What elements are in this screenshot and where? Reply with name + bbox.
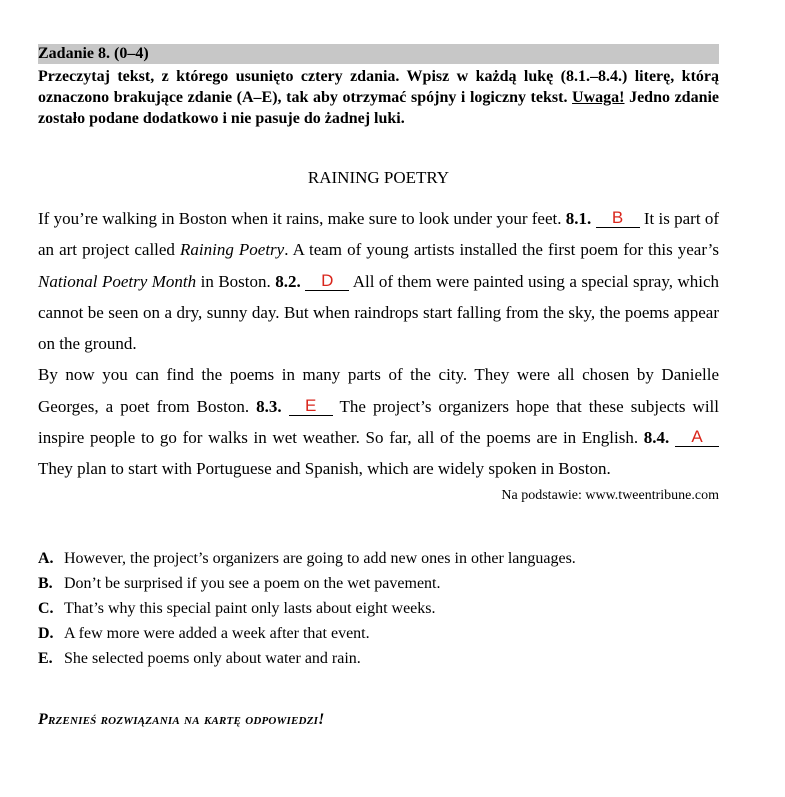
note-label: Uwaga!	[572, 89, 625, 106]
task-title: Zadanie 8. (0–4)	[38, 45, 149, 62]
gap-label-8-1: 8.1.	[565, 209, 592, 228]
instruction-main: Przeczytaj tekst, z którego usunięto cztery zdania. Wpisz w każdą lukę (8.1.–8.4.) literę, którą oznaczono brakujące zdanie (A–E), tak aby otrzymać spójny i logiczny tekst.	[38, 68, 719, 106]
gap-answer-8-4: A	[691, 427, 703, 447]
task-header	[38, 44, 719, 64]
article-title: RAINING POETRY	[307, 168, 450, 187]
option-letter: A.	[38, 550, 54, 567]
option-d	[38, 621, 719, 646]
text-segment: If you’re walking in Boston when it rains, make sure to look under your feet.	[38, 209, 566, 228]
text-segment: The project’s organizers hope that these subjects will inspire people to go for walks in wet weather. So far, all of the poems are in English.	[38, 396, 719, 448]
text-segment: . A team of young artists installed the first poem for this year’s	[284, 240, 719, 260]
gap-answer-8-1: B	[611, 208, 624, 227]
footer-instruction: Przenieś rozwiązania na kartę odpowiedzi!	[38, 711, 325, 728]
option-e	[38, 646, 719, 671]
option-text: Don’t be surprised if you see a poem on the wet pavement.	[64, 575, 441, 592]
gap-8-1[interactable]	[596, 209, 640, 228]
option-letter: D.	[38, 625, 54, 642]
text-segment: They plan to start with Portuguese and Spanish, which are widely spoken in Boston.	[38, 459, 611, 479]
option-a	[38, 546, 719, 571]
gap-answer-8-2: D	[321, 270, 334, 290]
gap-label-8-3: 8.3.	[256, 396, 282, 416]
gap-8-4[interactable]	[675, 428, 719, 447]
option-c	[38, 596, 719, 621]
paragraph-1	[38, 203, 719, 359]
gap-8-3[interactable]	[289, 397, 333, 416]
option-text: She selected poems only about water and rain.	[64, 650, 361, 667]
option-letter: C.	[38, 600, 54, 617]
article-text	[38, 203, 719, 485]
note-text: Jedno zdanie zostało podane dodatkowo i nie pasuje do żadnej luki.	[38, 89, 720, 127]
gap-label-8-4: 8.4.	[643, 428, 670, 448]
option-letter: B.	[38, 575, 53, 592]
text-segment: in Boston.	[196, 271, 276, 291]
paragraph-2	[38, 359, 719, 484]
option-b	[38, 571, 719, 596]
option-text: That’s why this special paint only lasts about eight weeks.	[64, 600, 436, 617]
text-segment: It is part of an art project called	[38, 209, 719, 260]
source-citation: Na podstawie: www.tweentribune.com	[501, 488, 719, 503]
gap-answer-8-3: E	[305, 395, 317, 415]
gap-label-8-2: 8.2.	[275, 271, 301, 291]
text-segment: By now you can find the poems in many parts of the city. They were all chosen by Danielle Georges, a poet from Boston.	[38, 365, 719, 416]
answer-options	[38, 546, 719, 671]
option-text: A few more were added a week after that event.	[64, 625, 370, 642]
option-letter: E.	[38, 650, 53, 667]
italic-title: Raining Poetry	[180, 240, 285, 260]
gap-8-2[interactable]	[305, 272, 349, 291]
task-instructions	[38, 66, 719, 129]
text-segment: All of them were painted using a special spray, which cannot be seen on a dry, sunny day. But when raindrops start falling from the sky, the poems appear on the ground.	[38, 271, 720, 354]
option-text: However, the project’s organizers are going to add new ones in other languages.	[64, 550, 576, 567]
italic-title: National Poetry Month	[38, 271, 197, 291]
